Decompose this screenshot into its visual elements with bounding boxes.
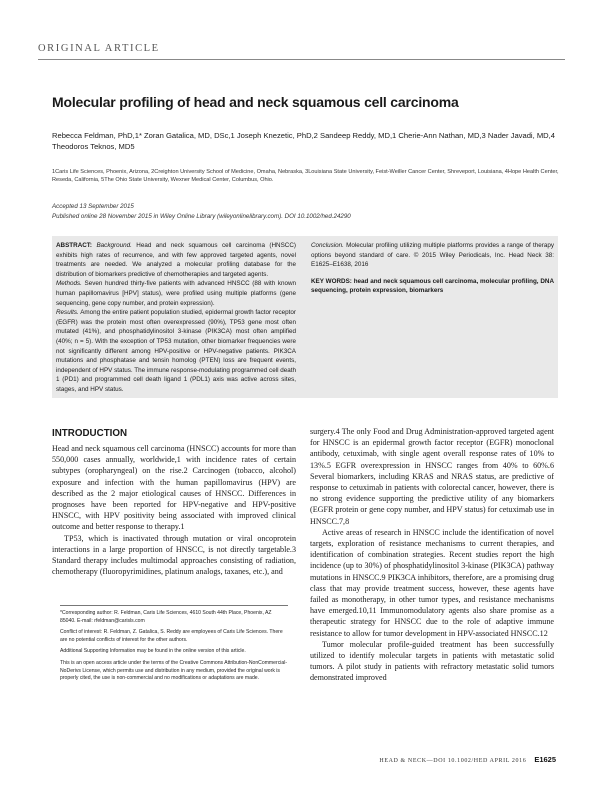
introduction-heading: INTRODUCTION xyxy=(52,428,128,439)
body-paragraph-right-2: Active areas of research in HNSCC include the identification of novel targets, exploration of resistance mechanisms to current therapies, and identification of combination strategies. Recent studies report the high incidence (up to 30%) of phosphatidylinositol 3-kinase (PIK3CA) pathway mutations in HNSCC.9 PIK3CA inhibitors, therefore, are a promising drug class that may provide treatment success, however, these agents have failed as monotherapy, in other tumor types, and resistance mechanisms have emerged.10,11 Immunomodulatory agents also share promise as a therapeutic strategy for HNSCC due to the role of adaptive immune resistance to allow for tumor development in HPV-associated HNSCC.12 xyxy=(310,527,554,638)
abstract-box xyxy=(52,236,558,398)
correspondence-note: *Corresponding author: R. Feldman, Caris Life Sciences, 4610 South 44th Place, Phoenix, AZ 85040. E-mail: rfeldman@carisls.com xyxy=(60,610,272,624)
conflict-note: Conflict of interest: R. Feldman, Z. Gatalica, S. Reddy are employees of Caris Life Sciences. There are no potential conflicts of interest for the other authors. xyxy=(60,629,283,643)
abstract-left-column xyxy=(56,241,296,395)
footnote-rule xyxy=(60,605,288,606)
publication-dates xyxy=(52,202,562,221)
page-number: E1625 xyxy=(534,755,556,764)
conclusion-text: Molecular profiling utilizing multiple platforms provides a range of therapy options beyond standard of care. © 2015 Wiley Periodicals, Inc. Head Neck 38: E1625–E1638, 2016 xyxy=(311,242,554,269)
affiliations: 1Caris Life Sciences, Phoenix, Arizona, 2Creighton University School of Medicine, Omaha, Nebraska, 3Louisiana State University, Feist-Weiller Cancer Center, Shreveport, Louisiana, 4Hope Health Center, Reseda, California, 5The Ohio State University, Wexner Medical Center, Columbus, Ohio. xyxy=(52,169,559,183)
keywords-text: head and neck squamous cell carcinoma, molecular profiling, DNA sequencing, protein expression, biomarkers xyxy=(311,277,554,295)
body-left-column xyxy=(52,443,296,577)
results-text: Among the entire patient population studied, epidermal growth factor receptor (EGFR) was the protein most often overexpressed (90%), TP53 gene most often mutated (41%), and phosphatidylinositol 3-kinase (PIK3CA) most often amplified (40%; n = 5). With the exception of TP53 mutation, other biomarker frequencies were not significantly different among HPV-positive or HPV-negative patients. PIK3CA mutations and phosphatase and tensin homolog (PTEN) loss are frequent events, independent of HPV status. The immune response-modulating programmed cell death 1 (PD1) and programmed cell death ligand 1 (PDL1) axis was active across sites, stages, and HPV status. xyxy=(56,309,297,393)
abstract-label: ABSTRACT: xyxy=(56,242,93,249)
background-label: Background. xyxy=(96,242,132,249)
article-title: Molecular profiling of head and neck squamous cell carcinoma xyxy=(52,94,459,110)
journal-citation: HEAD & NECK—DOI 10.1002/HED APRIL 2016 xyxy=(379,758,527,764)
abstract-methods xyxy=(56,279,296,308)
results-label: Results. xyxy=(56,309,79,317)
published-line[interactable]: Published online 28 November 2015 in Wiley Online Library (wileyonlinelibrary.com). DOI 10.1002/hed.24290 xyxy=(52,212,351,220)
conclusion-label: Conclusion. xyxy=(311,242,344,249)
background-text: Head and neck squamous cell carcinoma (HNSCC) exhibits high rates of recurrence, and with few approved targeted agents, novel treatments are needed. We analyzed a molecular profiling database for the distribution of biomarkers predictive of chemotherapies and targeted agents. xyxy=(56,242,296,278)
page-footer xyxy=(379,755,556,764)
keywords-label: KEY WORDS: xyxy=(311,277,352,285)
supporting-info-note: Additional Supporting Information may be found in the online version of this article. xyxy=(60,648,246,655)
abstract-results xyxy=(56,308,296,394)
author-list: Rebecca Feldman, PhD,1* Zoran Gatalica, MD, DSc,1 Joseph Knezetic, PhD,2 Sandeep Reddy, MD,1 Cherie-Ann Nathan, MD,3 Nader Javadi, MD,4 Theodoros Teknos, MD5 xyxy=(52,131,555,151)
body-paragraph-right-3: Tumor molecular profile-guided treatment has been successfully utilized to identify molecular targets in patients with metastatic solid tumors. A pilot study in patients with refractory metastatic solid tumors demonstrated improved xyxy=(310,639,554,683)
abstract-conclusion xyxy=(311,241,554,270)
top-rule xyxy=(38,59,565,60)
section-label: ORIGINAL ARTICLE xyxy=(38,43,160,54)
keywords xyxy=(311,277,554,296)
abstract-background xyxy=(56,241,296,279)
intro-paragraph-1: Head and neck squamous cell carcinoma (HNSCC) accounts for more than 550,000 cases annually, worldwide,1 with incidence rates of certain subtypes (oropharyngeal) on the rise.2 Carcinogen (tobacco, alcohol) exposure and infection with the human papillomavirus (HPV) are described as the 2 major etiological causes of HNSCC. Differences in prognoses have been reported for HPV-negative and HPV-positive HNSCC, with HPV positivity being associated with improved clinical outcome and better response to therapy.1 xyxy=(52,444,296,532)
methods-text: Seven hundred thirty-five patients with advanced HNSCC (88 with known human papillomavirus [HPV] status), were profiled using multiple platforms (gene sequencing, gene copy number, and protein expression). xyxy=(56,280,297,307)
accepted-date: Accepted 13 September 2015 xyxy=(52,203,134,210)
methods-label: Methods. xyxy=(56,280,82,288)
abstract-right-column xyxy=(311,241,554,296)
body-paragraph-right-1: surgery.4 The only Food and Drug Administration-approved targeted agent for HNSCC is an epidermal growth factor receptor (EGFR) monoclonal antibody, cetuximab, with single agent overall response rates of 10% to 13%.5 EGFR overexpression in HNSCC ranges from 40% to 60%.6 Several biomarkers, including KRAS and NRAS status, are predictive of response to cetuximab in patients with colorectal cancer, however, there is no strong evidence supporting the predictive utility of any biomarkers (EGFR protein or gene copy number, and HPV status) for cetuximab use in HNSCC.7,8 xyxy=(310,427,554,526)
license-note: This is an open access article under the terms of the Creative Commons Attribution-NonCommercial-NoDerivs License, which permits use and distribution in any medium, provided the original work is properly cited, the use is non-commercial and no modifications or adaptations are made. xyxy=(60,659,288,682)
body-right-column xyxy=(310,426,554,684)
intro-paragraph-2: TP53, which is inactivated through mutation or viral oncoprotein interactions in a large proportion of HNSCC, is not directly targetable.3 Standard therapy includes multimodal approaches consisting of radiation, chemotherapy (fluoropyrimidines, platinum analogs, taxanes, etc.), and xyxy=(52,533,296,577)
footnotes xyxy=(60,605,288,687)
